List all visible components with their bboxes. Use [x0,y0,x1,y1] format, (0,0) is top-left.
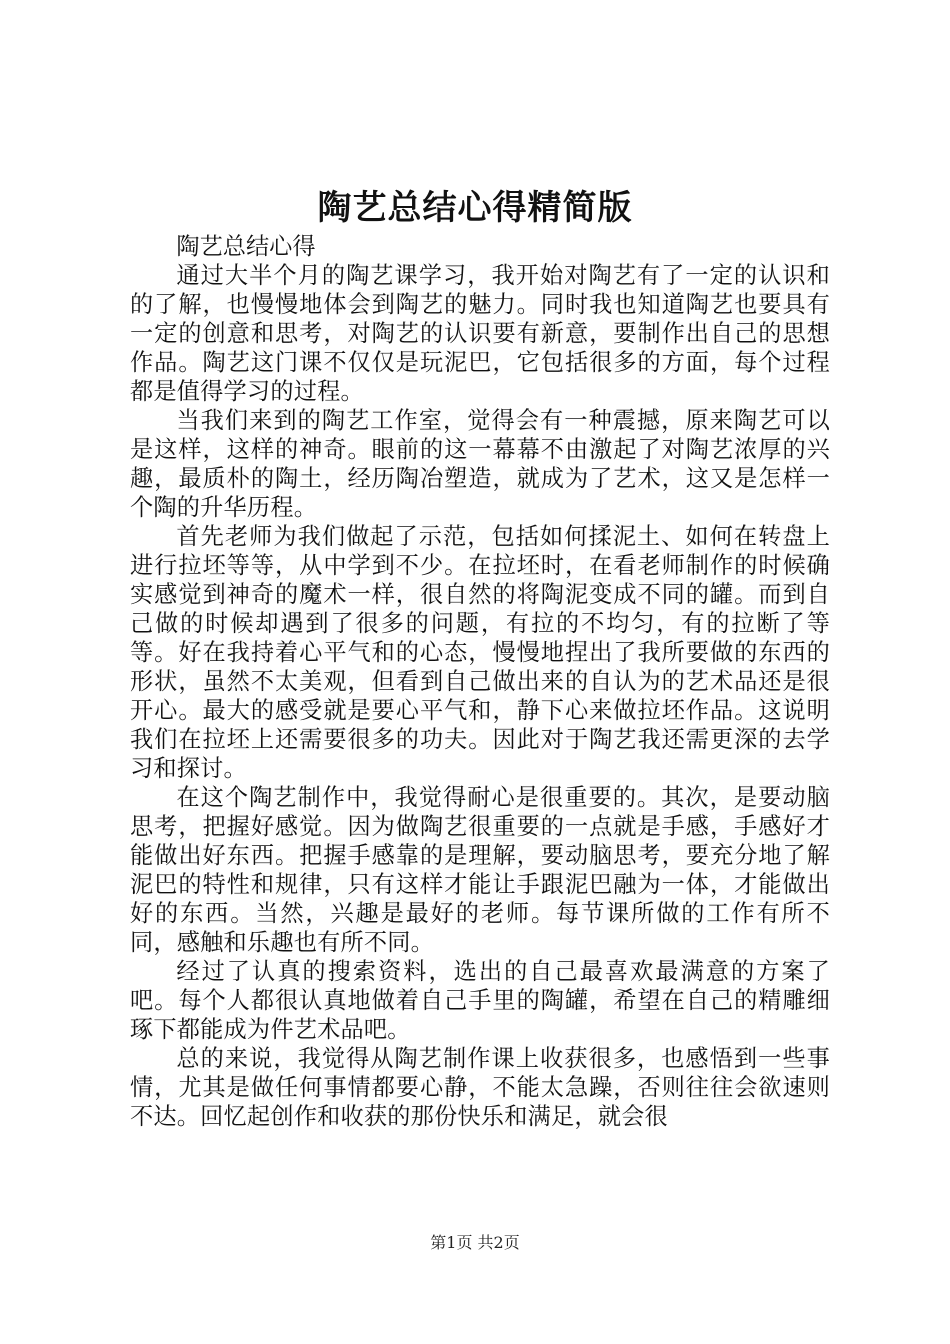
document-body [130,232,830,1131]
document-subtitle: 陶艺总结心得 [176,233,316,260]
document-title: 陶艺总结心得精简版 [317,188,633,228]
paragraph: 在这个陶艺制作中，我觉得耐心是很重要的。其次，是要动脑思考，把握好感觉。因为做陶艺很重要的一点就是手感，手感好才能做出好东西。把握手感靠的是理解，要动脑思考，要充分地了解泥巴的特性和规律，只有这样才能让手跟泥巴融为一体，才能做出好的东西。当然，兴趣是最好的老师。每节课所做的工作有所不同，感触和乐趣也有所不同。 [130,784,830,956]
paragraph: 当我们来到的陶艺工作室，觉得会有一种震撼，原来陶艺可以是这样，这样的神奇。眼前的这一幕幕不由激起了对陶艺浓厚的兴趣，最质朴的陶土，经历陶冶塑造，就成为了艺术，这又是怎样一个陶的升华历程。 [130,407,830,521]
page-number-footer: 第1页 共2页 [430,1233,520,1252]
paragraph: 经过了认真的搜索资料，选出的自己最喜欢最满意的方案了吧。每个人都很认真地做着自己手里的陶罐，希望在自己的精雕细琢下都能成为件艺术品吧。 [130,958,830,1043]
paragraph: 首先老师为我们做起了示范，包括如何揉泥土、如何在转盘上进行拉坯等等，从中学到不少。在拉坯时，在看老师制作的时候确实感觉到神奇的魔术一样，很自然的将陶泥变成不同的罐。而到自己做的时候却遇到了很多的问题，有拉的不均匀，有的拉断了等等。好在我持着心平气和的心态，慢慢地捏出了我所要做的东西的形状，虽然不太美观，但看到自己做出来的自认为的艺术品还是很开心。最大的感受就是要心平气和，静下心来做拉坯作品。这说明我们在拉坯上还需要很多的功夫。因此对于陶艺我还需更深的去学习和探讨。 [130,523,830,782]
paragraph: 总的来说，我觉得从陶艺制作课上收获很多，也感悟到一些事情，尤其是做任何事情都要心静，不能太急躁，否则往往会欲速则不达。回忆起创作和收获的那份快乐和满足，就会很 [130,1045,830,1130]
paragraph: 通过大半个月的陶艺课学习，我开始对陶艺有了一定的认识和的了解，也慢慢地体会到陶艺的魅力。同时我也知道陶艺也要具有一定的创意和思考，对陶艺的认识要有新意，要制作出自己的思想作品。陶艺这门课不仅仅是玩泥巴，它包括很多的方面，每个过程都是值得学习的过程。 [130,262,830,405]
